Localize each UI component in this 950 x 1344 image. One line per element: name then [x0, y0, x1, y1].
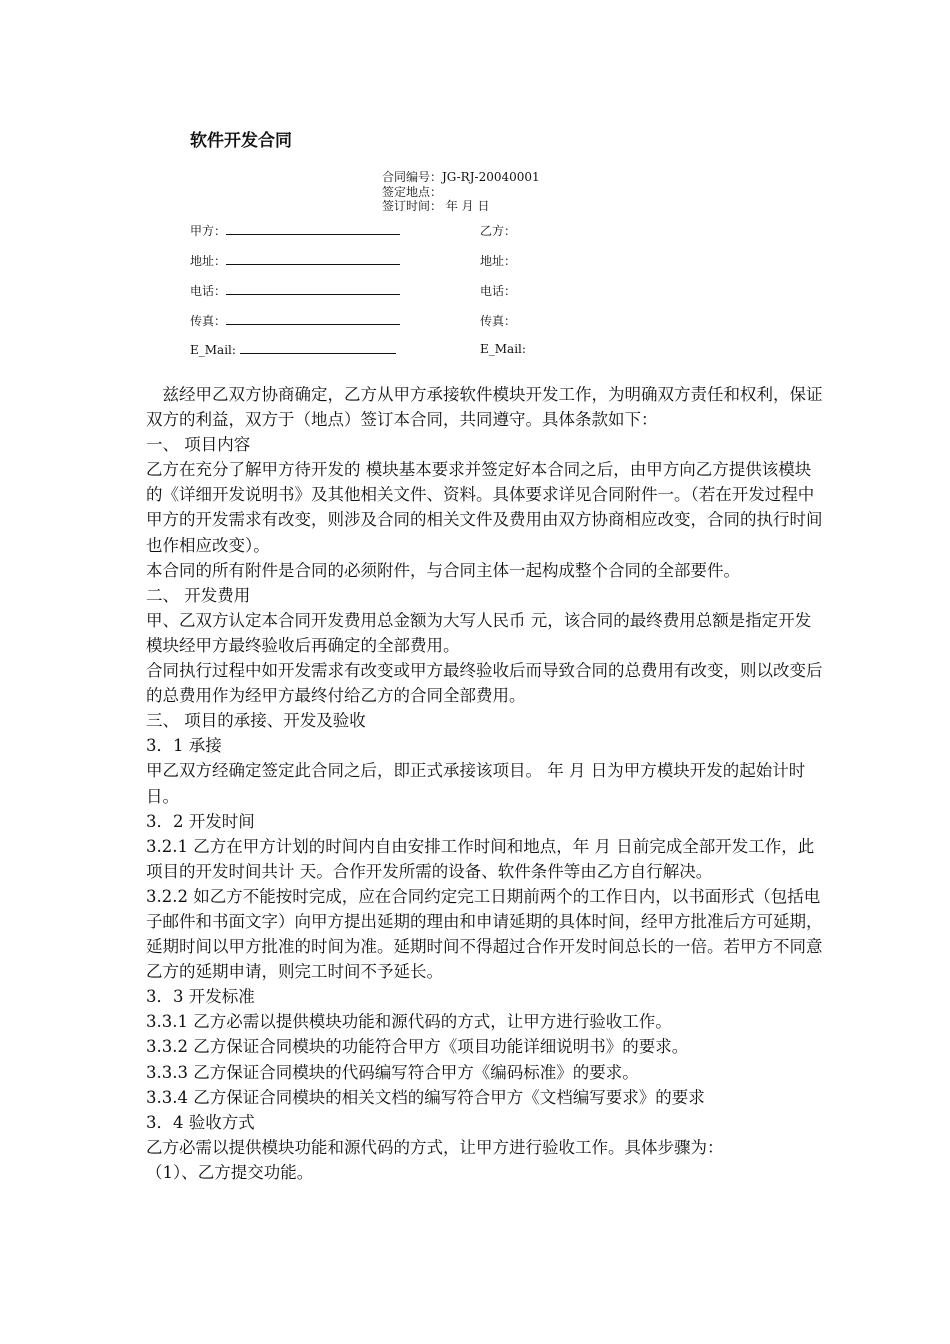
party-a-address-row [190, 252, 400, 269]
subsection-heading: 3．4 验收方式 [146, 1112, 255, 1132]
subsection-heading: 3．2 开发时间 [146, 811, 255, 831]
signing-time: 签订时间： 年 月 日 [382, 199, 490, 213]
paragraph: 3.3.4 乙方保证合同模块的相关文档的编写符合甲方《文档编写要求》的要求 [146, 1087, 705, 1107]
party-a-address-blank [226, 253, 400, 265]
party-a-fax-blank [226, 313, 400, 325]
paragraph: 乙方在充分了解甲方待开发的 模块基本要求并签定好本合同之后，由甲方向乙方提供该模块的《详细开发说明书》及其他相关文件、资料。具体要求详见合同附件一。（若在开发过程中甲方的开发需求有改变，则涉及合同的相关文件及费用由双方协商相应改变，合同的执行时间也作相应改变）。 [146, 460, 823, 555]
party-a-name-blank [226, 223, 400, 235]
party-a-address-label: 地址： [190, 254, 227, 268]
paragraph: 3.2.1 乙方在甲方计划的时间内自由安排工作时间和地点，年 月 日前完成全部开发工作，此项目的开发时间共计 天。合作开发所需的设备、软件条件等由乙方自行解决。 [146, 836, 815, 881]
section-heading-1: 一、 项目内容 [146, 435, 251, 455]
party-a-phone-blank [226, 283, 400, 295]
paragraph: 3.3.2 乙方保证合同模块的功能符合甲方《项目功能详细说明书》的要求。 [146, 1037, 689, 1057]
party-a-fax-row [190, 312, 400, 329]
party-a-name-row [190, 222, 400, 239]
subsection-heading: 3．3 开发标准 [146, 987, 255, 1007]
party-b-email-label: E_Mail: [480, 342, 526, 356]
paragraph: 3.3.1 乙方必需以提供模块功能和源代码的方式，让甲方进行验收工作。 [146, 1012, 672, 1032]
paragraph: （1）、乙方提交功能。 [146, 1162, 314, 1182]
document-title: 软件开发合同 [190, 131, 292, 151]
section-heading-3: 三、 项目的承接、开发及验收 [146, 711, 366, 731]
party-b-phone-label: 电话： [480, 284, 517, 298]
paragraph: 甲、乙双方认定本合同开发费用总金额为大写人民币 元，该合同的最终费用总额是指定开发模块经甲方最终验收后再确定的全部费用。 [146, 610, 812, 655]
contract-meta [382, 170, 540, 214]
party-a-email-row [190, 342, 396, 357]
party-a-name-label: 甲方： [190, 224, 227, 238]
contract-number: 合同编号：JG-RJ-20040001 [382, 170, 540, 184]
contract-body [146, 382, 826, 1185]
paragraph: 合同执行过程中如开发需求有改变或甲方最终验收后而导致合同的总费用有改变，则以改变后的总费用作为经甲方最终付给乙方的合同全部费用。 [146, 661, 823, 706]
paragraph: 3.2.2 如乙方不能按时完成，应在合同约定完工日期前两个的工作日内，以书面形式（包括电子邮件和书面文字）向甲方提出延期的理由和申请延期的具体时间，经甲方批准后方可延期，延期时间以甲方批准的时间为准。延期时间不得超过合作开发时间总长的一倍。若甲方不同意乙方的延期申请，则完工时间不予延长。 [146, 886, 823, 982]
paragraph: 甲乙双方经确定签定此合同之后，即正式承接该项目。 年 月 日为甲方模块开发的起始计时日。 [146, 761, 806, 806]
subsection-heading: 3．1 承接 [146, 736, 222, 756]
party-b-name-label: 乙方： [480, 224, 517, 238]
paragraph: 本合同的所有附件是合同的必须附件，与合同主体一起构成整个合同的全部要件。 [146, 560, 740, 580]
party-a-phone-label: 电话： [190, 284, 227, 298]
party-b-address-label: 地址： [480, 254, 517, 268]
signing-place: 签定地点： [382, 184, 443, 199]
party-a-phone-row [190, 282, 400, 299]
paragraph: 乙方必需以提供模块功能和源代码的方式，让甲方进行验收工作。具体步骤为： [146, 1137, 724, 1157]
section-heading-2: 二、 开发费用 [146, 585, 251, 605]
party-a-fax-label: 传真： [190, 314, 227, 328]
party-a-email-label: E_Mail: [190, 343, 236, 357]
intro-paragraph: 兹经甲乙双方协商确定，乙方从甲方承接软件模块开发工作，为明确双方责任和权利，保证双方的利益，双方于（地点）签订本合同，共同遵守。具体条款如下： [146, 385, 823, 430]
party-b-fax-label: 传真： [480, 314, 517, 328]
party-a-email-blank [240, 342, 396, 354]
paragraph: 3.3.3 乙方保证合同模块的代码编写符合甲方《编码标准》的要求。 [146, 1062, 639, 1082]
